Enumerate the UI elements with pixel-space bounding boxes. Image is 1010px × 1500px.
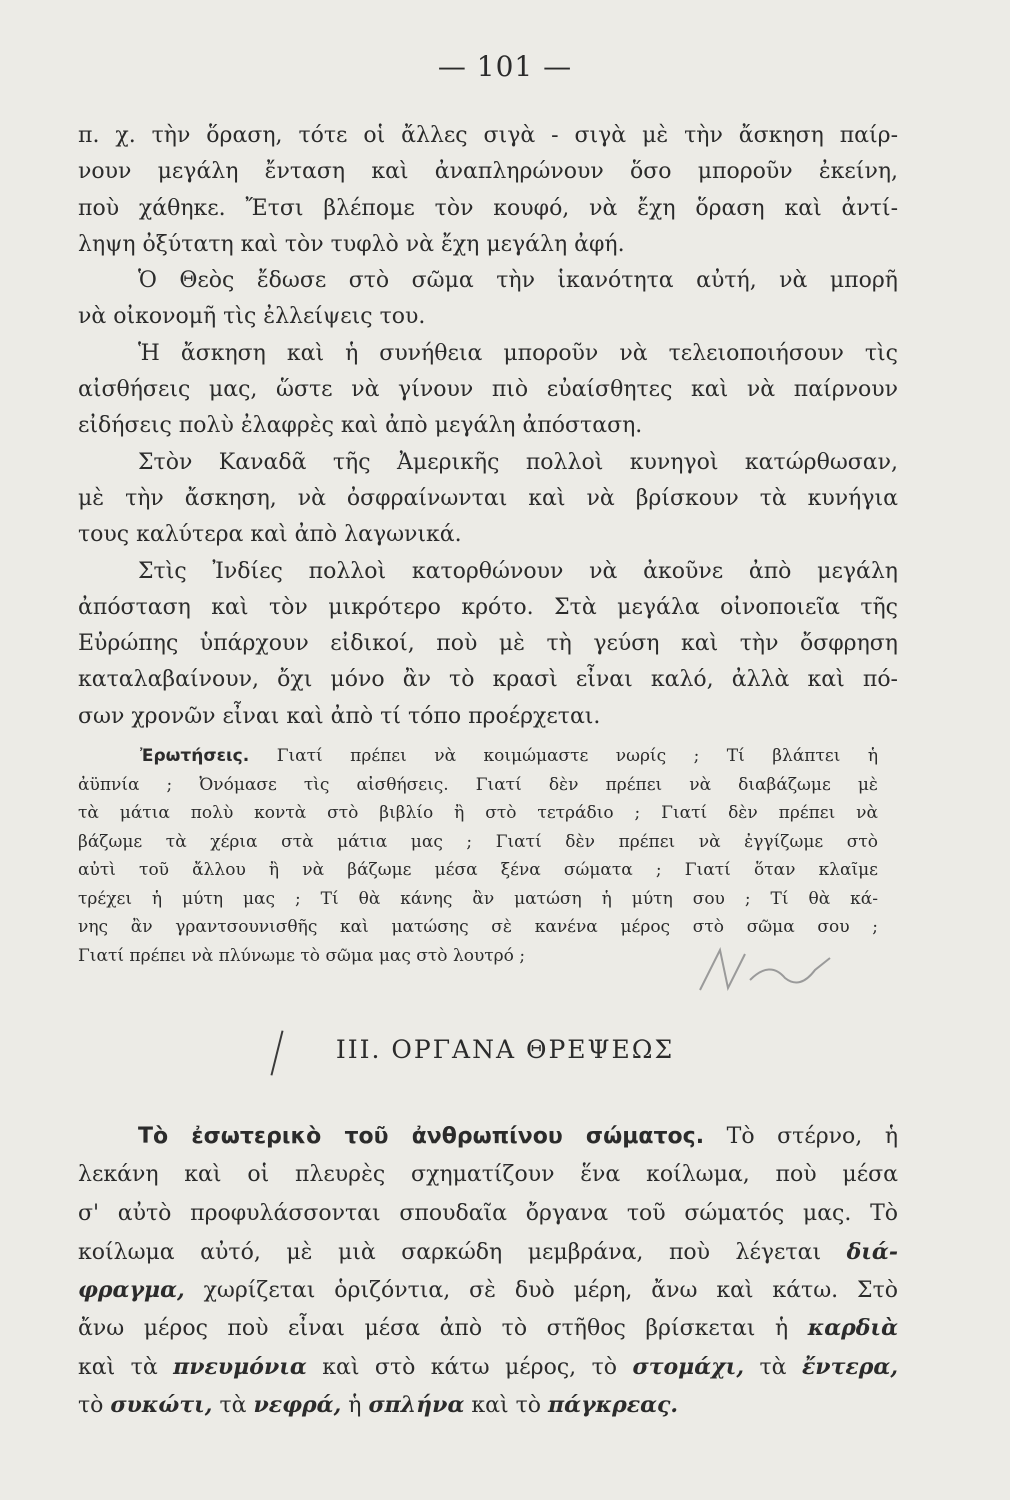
text-line: εἰδήσεις πολὺ ἐλαφρὲς καὶ ἀπὸ μεγάλη ἀπόσταση. xyxy=(78,413,643,439)
question-line: ἀϋπνία ; Ὀνόμασε τὶς αἰσθήσεις. Γιατί δὲν πρέπει νὰ διαβάζωμε μὲ xyxy=(78,774,878,795)
term-kidneys: νεφρά, xyxy=(253,1392,342,1419)
text-line: σων χρονῶν εἶναι καὶ ἀπὸ τί τόπο προέρχεται. xyxy=(78,703,601,729)
section-line xyxy=(78,1271,898,1309)
section-line xyxy=(78,1309,898,1347)
section-line xyxy=(78,1118,898,1156)
text-line: Ἡ ἄσκηση καὶ ἡ συνήθεια μποροῦν νὰ τελειοποιήσουν τὶς xyxy=(138,340,898,366)
text-line: αἰσθήσεις μας, ὥστε νὰ γίνουν πιὸ εὐαίσθητες καὶ νὰ παίρνουν xyxy=(78,377,898,403)
text-line: νὰ οἰκονομῆ τὶς ἐλλείψεις του. xyxy=(78,304,426,330)
section-line xyxy=(78,1386,898,1424)
term-spleen: σπλήνα xyxy=(368,1392,465,1419)
term-pancreas: πάγκρεας. xyxy=(548,1392,679,1419)
question-line: τρέχει ἡ μύτη μας ; Τί θὰ κάνης ἂν ματώση ἡ μύτη σου ; Τί θὰ κά- xyxy=(78,888,878,909)
section-line-text: χωρίζεται ὁριζόντια, σὲ δυὸ μέρη, ἄνω καὶ κάτω. Στὸ xyxy=(203,1278,898,1304)
text-line: ἀπόσταση καὶ τὸν μικρότερο κρότο. Στὰ μεγάλα οἰνοποιεῖα τῆς xyxy=(78,594,898,620)
term-diaphragm: διά- xyxy=(846,1238,898,1265)
question-line: αὐτὶ τοῦ ἄλλου ἢ νὰ βάζωμε μέσα ξένα σώματα ; Γιατί ὅταν κλαῖμε xyxy=(78,860,878,880)
section-line xyxy=(78,1348,898,1386)
section-line-text: κοίλωμα αὐτό, μὲ μιὰ σαρκώδη μεμβράνα, ποὺ λέγεται xyxy=(78,1239,822,1265)
text-line: τους καλύτερα καὶ ἀπὸ λαγωνικά. xyxy=(78,522,462,548)
question-line: τὰ μάτια πολὺ κοντὰ στὸ βιβλίο ἢ στὸ τετράδιο ; Γιατί δὲν πρέπει νὰ xyxy=(78,803,878,823)
text-line: νουν μεγάλη ἔνταση καὶ ἀναπληρώνουν ὅσο μποροῦν ἐκείνη, xyxy=(78,159,898,185)
text-line: π. χ. τὴν ὅραση, τότε οἱ ἄλλες σιγὰ - σιγὰ μὲ τὴν ἄσκηση παίρ- xyxy=(78,123,898,148)
section-line xyxy=(78,1233,898,1271)
text-line: Ὁ Θεὸς ἔδωσε στὸ σῶμα τὴν ἱκανότητα αὐτή, νὰ μπορῆ xyxy=(138,268,898,294)
text-line: ποὺ χάθηκε. Ἔτσι βλέπομε τὸν κουφό, νὰ ἔχη ὅραση καὶ ἀντί- xyxy=(78,195,898,221)
section-line-text: ἄνω μέρος ποὺ εἶναι μέσα ἀπὸ τὸ στῆθος βρίσκεται ἡ xyxy=(78,1316,789,1342)
term-diaphragm-end: φραγμα, xyxy=(78,1277,185,1304)
section-text-block xyxy=(78,1118,898,1424)
section-line-text: τὸ xyxy=(78,1393,104,1419)
main-text-block xyxy=(78,118,898,735)
questions-label: Ἐρωτήσεις. xyxy=(140,746,250,766)
questions-first-line xyxy=(78,742,878,771)
text-line: Στὶς Ἰνδίες πολλοὶ κατορθώνουν νὰ ἀκοῦνε ἀπὸ μεγάλη xyxy=(138,558,898,584)
question-line: Γιατί πρέπει νὰ πλύνωμε τὸ σῶμα μας στὸ λουτρό ; xyxy=(78,945,526,966)
section-line-text: Τὸ στέρνο, ἡ xyxy=(726,1124,899,1149)
text-line: ληψη ὀξύτατη καὶ τὸν τυφλὸ νὰ ἔχη μεγάλη ἀφή. xyxy=(78,231,625,257)
term-lungs: πνευμόνια xyxy=(173,1353,307,1380)
text-line: Στὸν Καναδᾶ τῆς Ἀμερικῆς πολλοὶ κυνηγοὶ κατώρθωσαν, xyxy=(138,449,898,475)
section-heading: III. ΟΡΓΑΝΑ ΘΡΕΨΕΩΣ xyxy=(335,1035,675,1064)
page-number: — 101 — xyxy=(437,50,573,83)
text-line: καταλαβαίνουν, ὄχι μόνο ἂν τὸ κρασὶ εἶναι καλό, ἀλλὰ καὶ πό- xyxy=(78,667,898,693)
questions-text: Γιατί πρέπει νὰ κοιμώμαστε νωρίς ; Τί βλάπτει ἡ xyxy=(276,746,879,766)
section-line-text: τὰ xyxy=(219,1393,247,1419)
term-stomach: στομάχι, xyxy=(632,1353,744,1380)
text-line: Εὐρώπης ὑπάρχουν εἰδικοί, ποὺ μὲ τὴ γεύση καὶ τὴν ὄσφρηση xyxy=(78,631,898,657)
section-lead-in: Τὸ ἐσωτερικὸ τοῦ ἀνθρωπίνου σώματος. xyxy=(138,1124,705,1149)
section-line-text: καὶ στὸ κάτω μέρος, τὸ xyxy=(322,1354,618,1380)
text-line: μὲ τὴν ἄσκηση, νὰ ὀσφραίνωνται καὶ νὰ βρίσκουν τὰ κυνήγια xyxy=(78,485,898,511)
term-intestines: ἔντερα, xyxy=(801,1353,898,1380)
handwritten-mark xyxy=(690,940,890,1000)
question-line: νης ἂν γραντσουνισθῆς καὶ ματώσης σὲ κανένα μέρος στὸ σῶμα σου ; xyxy=(78,917,878,937)
term-heart: καρδιὰ xyxy=(807,1315,899,1342)
section-line-text: τὰ xyxy=(759,1354,787,1380)
term-liver: συκώτι, xyxy=(110,1392,213,1419)
question-line: βάζωμε τὰ χέρια στὰ μάτια μας ; Γιατί δὲν πρέπει νὰ ἐγγίζωμε στὸ xyxy=(78,831,878,852)
section-line-text: καὶ τὰ xyxy=(78,1354,158,1380)
section-line-text: ἡ xyxy=(348,1393,362,1419)
questions-block xyxy=(78,742,878,970)
section-line: λεκάνη καὶ οἱ πλευρὲς σχηματίζουν ἕνα κοίλωμα, ποὺ μέσα xyxy=(78,1162,898,1188)
section-line-text: καὶ τὸ xyxy=(471,1393,542,1419)
section-line: σ' αὐτὸ προφυλάσσονται σπουδαῖα ὄργανα τοῦ σώματός μας. Τὸ xyxy=(78,1200,898,1226)
